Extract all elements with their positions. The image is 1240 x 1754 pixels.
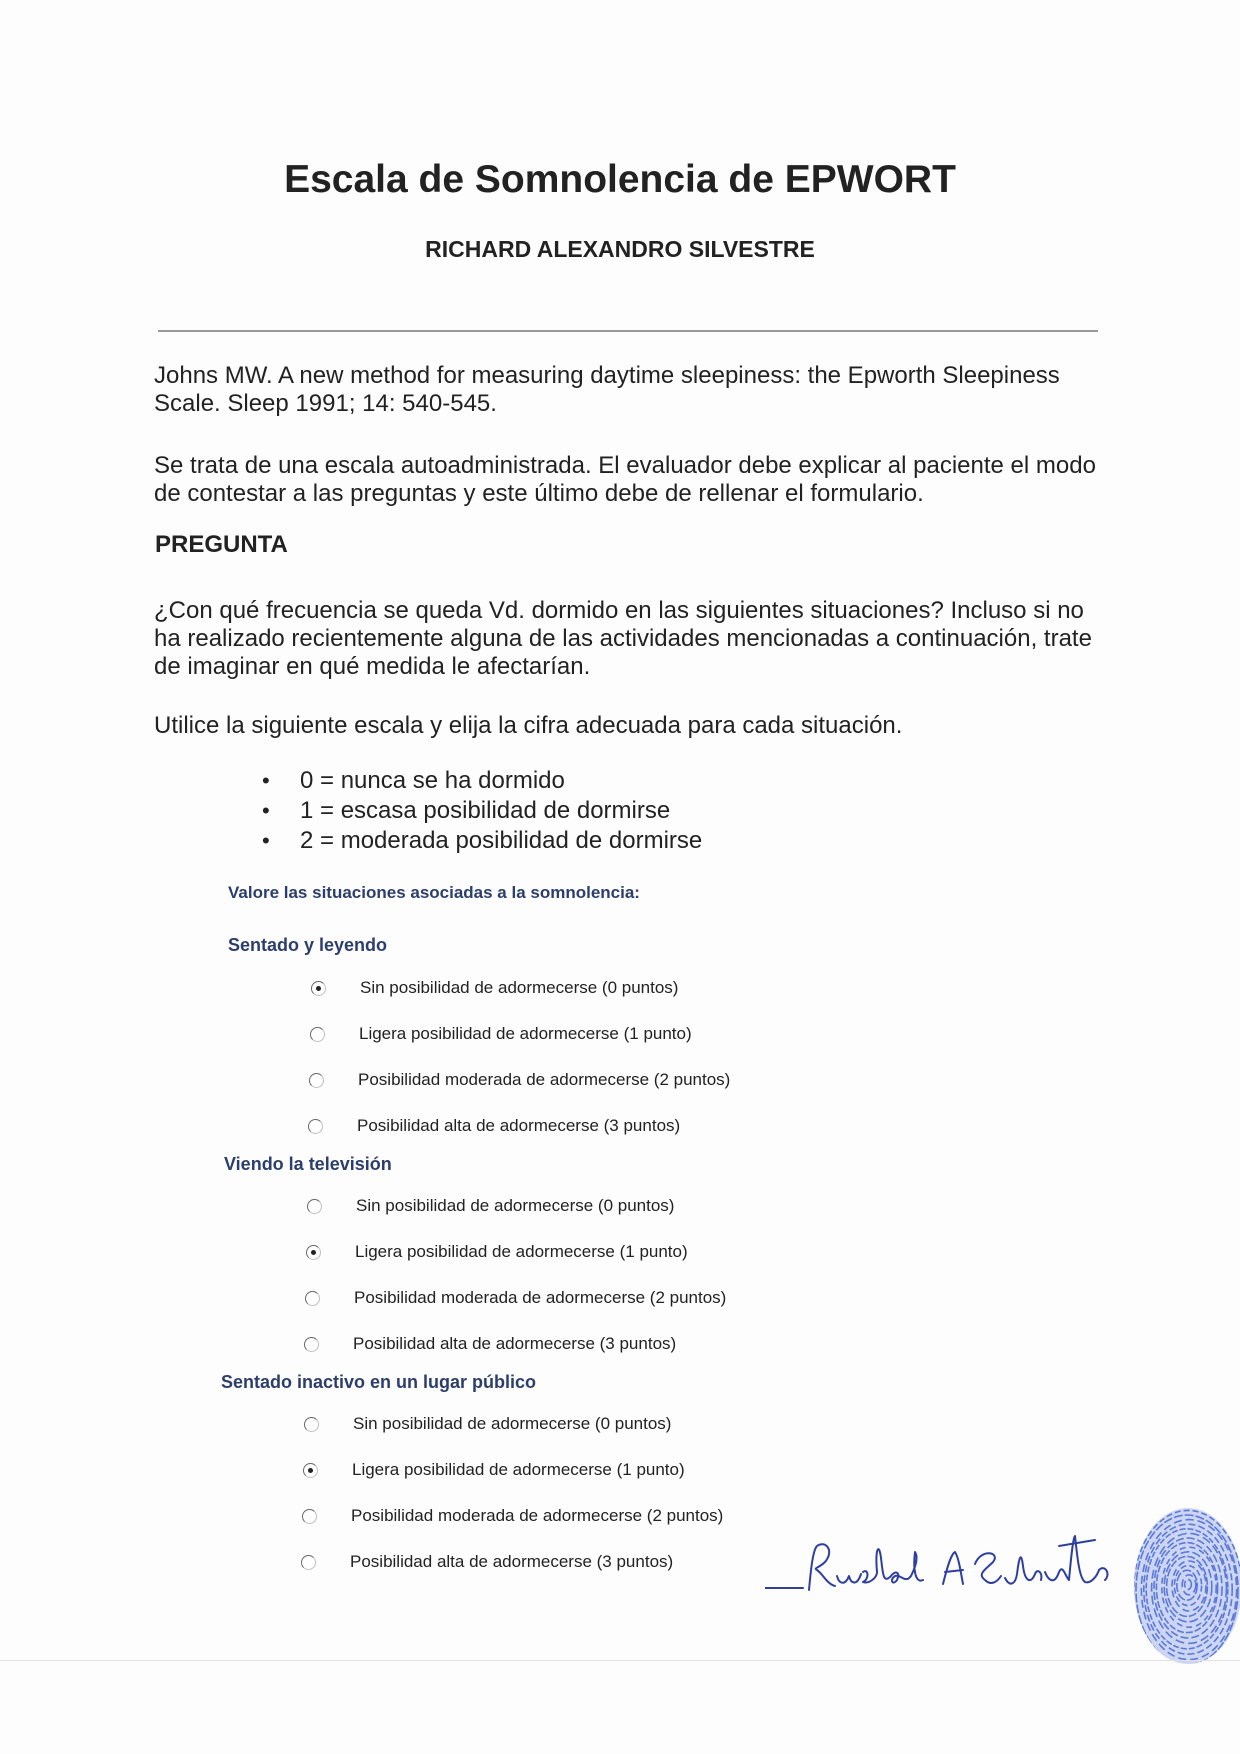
radio-button[interactable] <box>308 1119 323 1134</box>
radio-button[interactable] <box>307 1199 322 1214</box>
scale-item: • 0 = nunca se ha dormido <box>262 766 702 796</box>
option-public-1[interactable] <box>303 1460 685 1480</box>
radio-button[interactable] <box>309 1073 324 1088</box>
option-label: Posibilidad alta de adormecerse (3 puntos) <box>353 1334 677 1353</box>
option-tv-0[interactable] <box>307 1196 674 1216</box>
option-label: Posibilidad alta de adormecerse (3 puntos) <box>357 1116 681 1135</box>
radio-button[interactable] <box>310 1027 325 1042</box>
option-label: Ligera posibilidad de adormecerse (1 punto) <box>359 1024 692 1043</box>
form-prompt: Valore las situaciones asociadas a la somnolencia: <box>228 883 640 902</box>
option-reading-1[interactable] <box>310 1024 692 1044</box>
option-label: Posibilidad alta de adormecerse (3 puntos) <box>350 1552 674 1571</box>
horizontal-rule <box>158 330 1098 332</box>
question-heading: PREGUNTA <box>155 531 288 558</box>
radio-button[interactable] <box>301 1555 316 1570</box>
document-title: Escala de Somnolencia de EPWORT <box>284 158 956 201</box>
reference-citation: Johns MW. A new method for measuring daytime sleepiness: the Epworth Sleepiness Scale. Sleep 1991; 14: 540-545. <box>154 362 1060 417</box>
scale-item: • 1 = escasa posibilidad de dormirse <box>262 796 702 826</box>
option-public-2[interactable] <box>302 1506 723 1526</box>
question-paragraph: ¿Con qué frecuencia se queda Vd. dormido en las siguientes situaciones? Incluso si no ha realizado recientemente alguna de las actividades mencionadas a continuación, trate de imaginar en qué medida le afectarían. <box>154 597 1092 680</box>
option-tv-1[interactable] <box>306 1242 688 1262</box>
signature-image <box>765 1528 1115 1618</box>
option-label: Sin posibilidad de adormecerse (0 puntos) <box>356 1196 675 1215</box>
radio-button[interactable] <box>303 1463 318 1478</box>
option-tv-3[interactable] <box>304 1334 676 1354</box>
option-label: Posibilidad moderada de adormecerse (2 puntos) <box>351 1506 724 1525</box>
option-public-0[interactable] <box>304 1414 671 1434</box>
intro-paragraph: Se trata de una escala autoadministrada. El evaluador debe explicar al paciente el modo de contestar a las preguntas y este último debe de rellenar el formulario. <box>154 452 1096 507</box>
section-title-reading: Sentado y leyendo <box>228 935 388 955</box>
option-reading-0[interactable] <box>311 978 678 998</box>
scale-list <box>262 766 702 856</box>
instructions-paragraph: Utilice la siguiente escala y elija la cifra adecuada para cada situación. <box>154 712 903 739</box>
option-tv-2[interactable] <box>305 1288 726 1308</box>
option-label: Ligera posibilidad de adormecerse (1 punto) <box>352 1460 685 1479</box>
radio-button[interactable] <box>304 1337 319 1352</box>
radio-button[interactable] <box>302 1509 317 1524</box>
radio-button[interactable] <box>306 1245 321 1260</box>
radio-button[interactable] <box>311 981 326 996</box>
scale-item: • 2 = moderada posibilidad de dormirse <box>262 826 702 856</box>
page-bottom-edge <box>0 1660 1240 1661</box>
section-title-tv: Viendo la televisión <box>224 1154 392 1174</box>
author-name: RICHARD ALEXANDRO SILVESTRE <box>425 236 815 262</box>
option-label: Ligera posibilidad de adormecerse (1 punto) <box>355 1242 688 1261</box>
fingerprint-image <box>1128 1506 1240 1666</box>
option-public-3[interactable] <box>301 1552 673 1572</box>
option-reading-3[interactable] <box>308 1116 680 1136</box>
option-label: Sin posibilidad de adormecerse (0 puntos) <box>353 1414 672 1433</box>
option-reading-2[interactable] <box>309 1070 730 1090</box>
section-title-public-place: Sentado inactivo en un lugar público <box>221 1372 537 1392</box>
option-label: Sin posibilidad de adormecerse (0 puntos) <box>360 978 679 997</box>
radio-button[interactable] <box>305 1291 320 1306</box>
option-label: Posibilidad moderada de adormecerse (2 puntos) <box>358 1070 731 1089</box>
option-label: Posibilidad moderada de adormecerse (2 puntos) <box>354 1288 727 1307</box>
radio-button[interactable] <box>304 1417 319 1432</box>
